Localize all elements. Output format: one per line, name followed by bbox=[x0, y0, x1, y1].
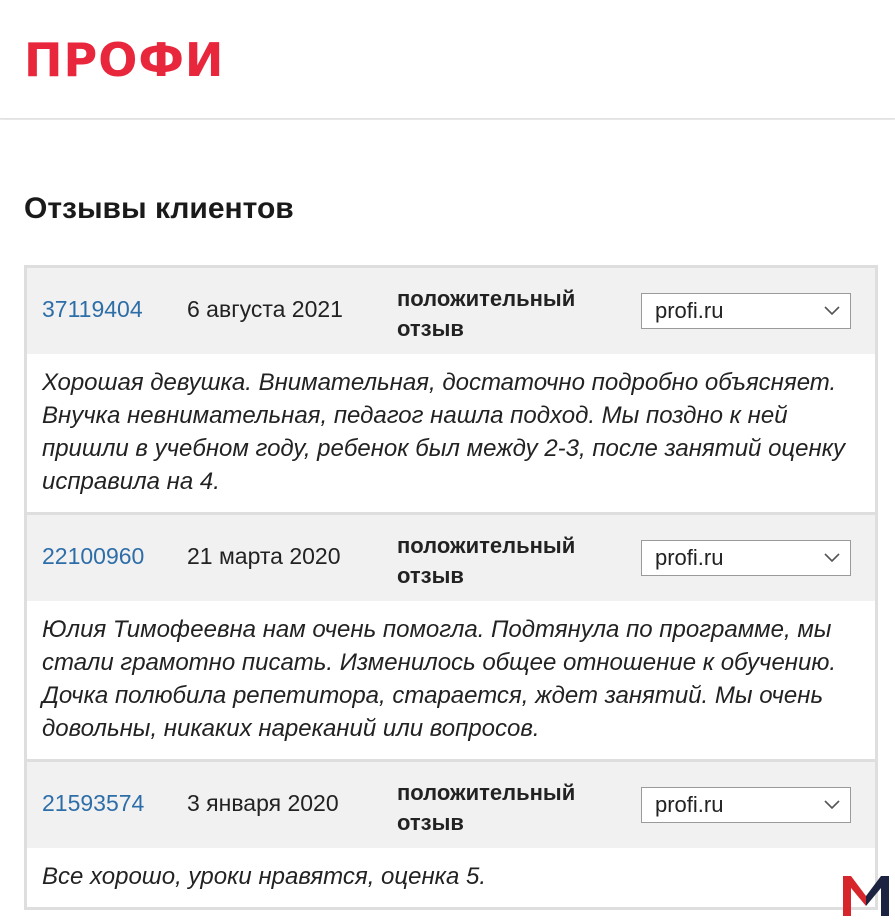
review-date: 6 августа 2021 bbox=[187, 296, 343, 322]
review-type-line1: положительный bbox=[397, 533, 576, 558]
review-type-line2: отзыв bbox=[397, 563, 464, 588]
review-type-line2: отзыв bbox=[397, 316, 464, 341]
review-id-link[interactable]: 37119404 bbox=[42, 296, 143, 322]
review-card bbox=[27, 268, 875, 515]
m-logo-watermark-icon bbox=[841, 872, 891, 918]
page-title: Отзывы клиентов bbox=[24, 192, 294, 225]
review-header bbox=[27, 268, 875, 354]
review-text: Юлия Тимофеевна нам очень помогла. Подтянула по программе, мы стали грамотно писать. Изменилось общее отношение к обучению. Дочка полюбила репетитора, старается, ждет занятий. Мы очень довольны, никаких нареканий или вопросов. bbox=[27, 601, 875, 759]
review-date: 3 января 2020 bbox=[187, 790, 339, 816]
source-select[interactable] bbox=[641, 293, 851, 329]
review-type-line1: положительный bbox=[397, 286, 576, 311]
review-header bbox=[27, 515, 875, 601]
reviews-list bbox=[24, 265, 878, 910]
review-date: 21 марта 2020 bbox=[187, 543, 341, 569]
source-select[interactable] bbox=[641, 540, 851, 576]
source-select-value: profi.ru bbox=[655, 545, 724, 570]
review-card bbox=[27, 515, 875, 762]
chevron-down-icon bbox=[824, 800, 840, 810]
review-type bbox=[397, 284, 637, 344]
source-select-value: profi.ru bbox=[655, 792, 724, 817]
review-id-link[interactable]: 22100960 bbox=[42, 543, 145, 569]
review-type bbox=[397, 778, 637, 838]
review-text: Хорошая девушка. Внимательная, достаточно подробно объясняет. Внучка невнимательная, педагог нашла подход. Мы поздно к ней пришли в учебном году, ребенок был между 2-3, после занятий оценку исправила на 4. bbox=[27, 354, 875, 512]
review-type-line1: положительный bbox=[397, 780, 576, 805]
review-card bbox=[27, 762, 875, 910]
review-type-line2: отзыв bbox=[397, 810, 464, 835]
site-header bbox=[0, 0, 895, 119]
review-text: Все хорошо, уроки нравятся, оценка 5. bbox=[27, 848, 875, 907]
review-header bbox=[27, 762, 875, 848]
review-id-link[interactable]: 21593574 bbox=[42, 790, 145, 816]
chevron-down-icon bbox=[824, 306, 840, 316]
profi-logo[interactable]: ПРОФИ bbox=[24, 33, 225, 87]
source-select[interactable] bbox=[641, 787, 851, 823]
main-content bbox=[0, 120, 895, 920]
chevron-down-icon bbox=[824, 553, 840, 563]
review-type bbox=[397, 531, 637, 591]
source-select-value: profi.ru bbox=[655, 298, 724, 323]
